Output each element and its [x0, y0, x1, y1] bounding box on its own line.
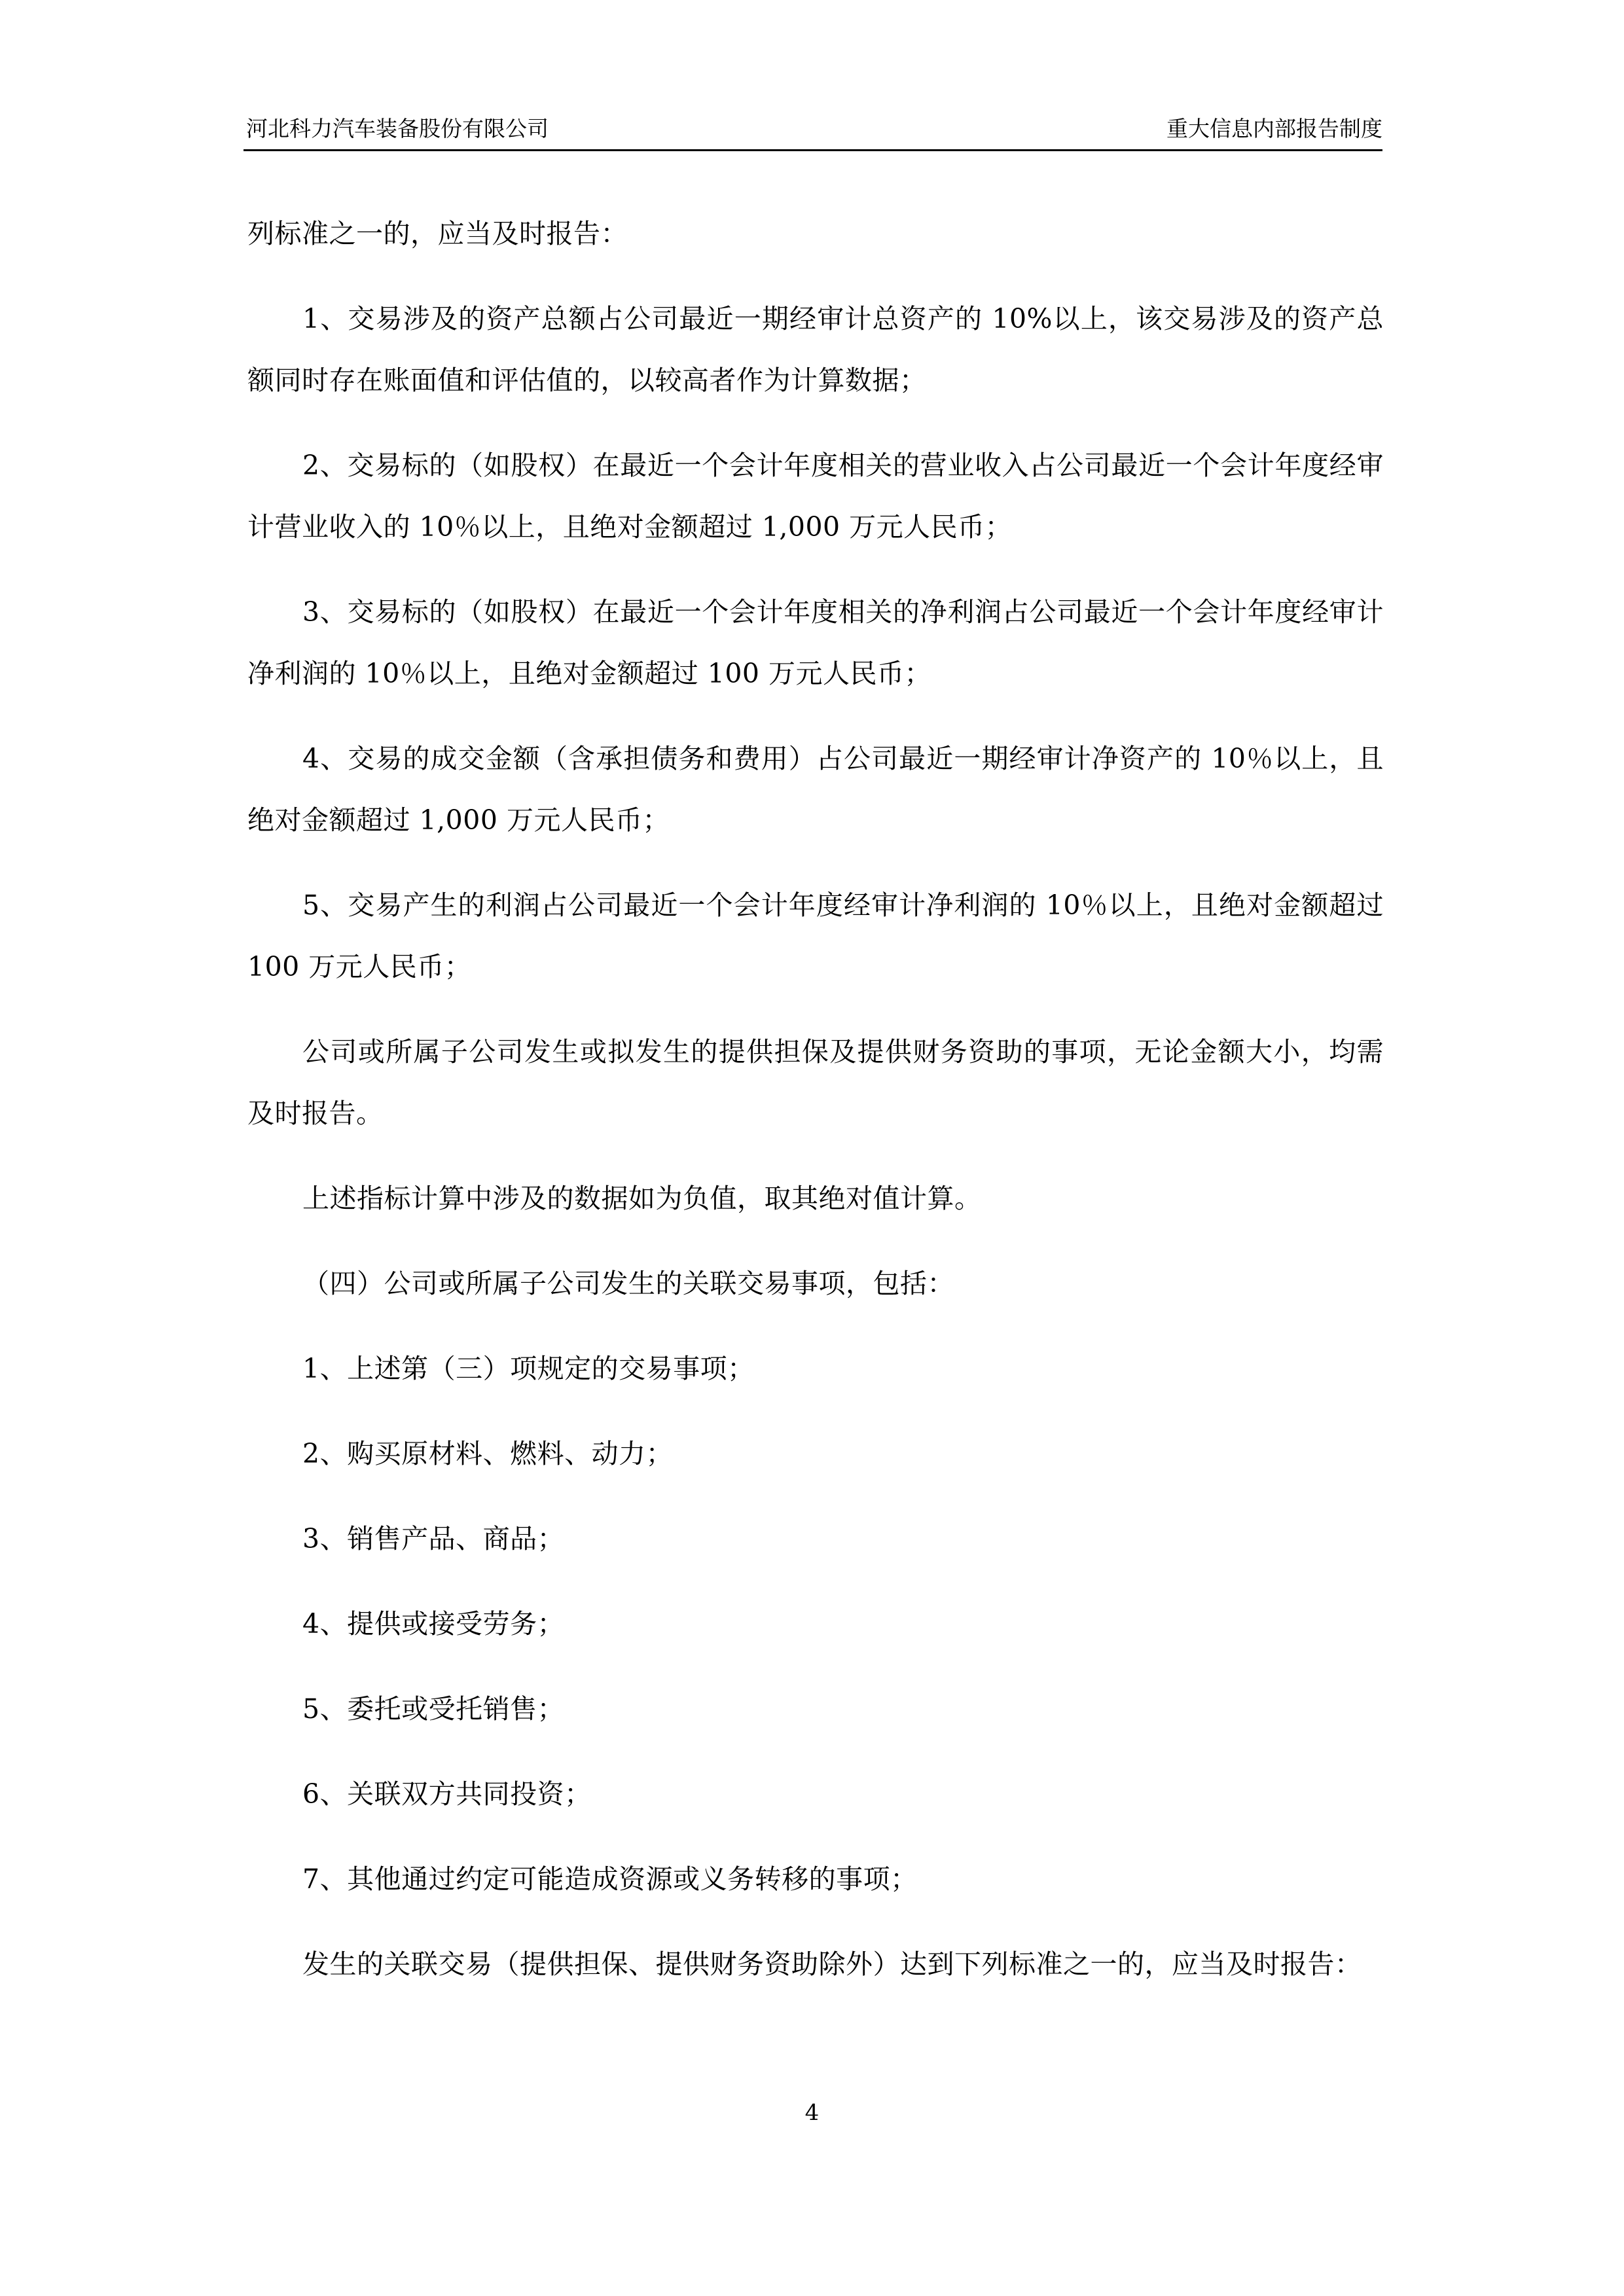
related-item-6: 6、关联双方共同投资； — [302, 1778, 592, 1810]
criterion-item-3: 3、交易标的（如股权）在最近一个会计年度相关的净利润占公司最近一个会计年度经审计净利润的 10％以上，且绝对金额超过 100 万元人民币； — [247, 596, 1384, 689]
page-header — [244, 113, 1382, 152]
related-item-5: 5、委托或受托销售； — [302, 1693, 565, 1725]
criterion-item-2: 2、交易标的（如股权）在最近一个会计年度相关的营业收入占公司最近一个会计年度经审计营业收入的 10％以上，且绝对金额超过 1,000 万元人民币； — [247, 450, 1384, 543]
section-heading-related-transactions: （四）公司或所属子公司发生的关联交易事项，包括： — [302, 1268, 954, 1299]
criterion-item-5: 5、交易产生的利润占公司最近一个会计年度经审计净利润的 10％以上，且绝对金额超过 100 万元人民币； — [247, 889, 1384, 982]
header-divider — [244, 149, 1382, 151]
related-item-3: 3、销售产品、商品； — [302, 1523, 565, 1554]
related-item-4: 4、提供或接受劳务； — [302, 1608, 565, 1640]
paragraph: 列标准之一的，应当及时报告： — [247, 218, 628, 249]
criterion-item-4: 4、交易的成交金额（含承担债务和费用）占公司最近一期经审计净资产的 10％以上，且绝对金额超过 1,000 万元人民币； — [247, 743, 1384, 836]
header-company-name: 河北科力汽车装备股份有限公司 — [246, 116, 549, 141]
related-item-7: 7、其他通过约定可能造成资源或义务转移的事项； — [302, 1863, 918, 1895]
absolute-value-note: 上述指标计算中涉及的数据如为负值，取其绝对值计算。 — [302, 1183, 982, 1214]
related-item-1: 1、上述第（三）项规定的交易事项； — [302, 1353, 755, 1384]
related-threshold-paragraph: 发生的关联交易（提供担保、提供财务资助除外）达到下列标准之一的，应当及时报告： — [302, 1948, 1362, 1980]
guarantee-paragraph: 公司或所属子公司发生或拟发生的提供担保及提供财务资助的事项，无论金额大小，均需及时报告。 — [247, 1036, 1384, 1129]
criterion-item-1: 1、交易涉及的资产总额占公司最近一期经审计总资产的 10%以上，该交易涉及的资产总额同时存在账面值和评估值的，以较高者作为计算数据； — [247, 303, 1384, 396]
document-body — [247, 203, 1384, 2018]
related-item-2: 2、购买原材料、燃料、动力； — [302, 1438, 674, 1469]
page-number: 4 — [804, 2100, 820, 2126]
header-document-title: 重大信息内部报告制度 — [1166, 116, 1382, 141]
